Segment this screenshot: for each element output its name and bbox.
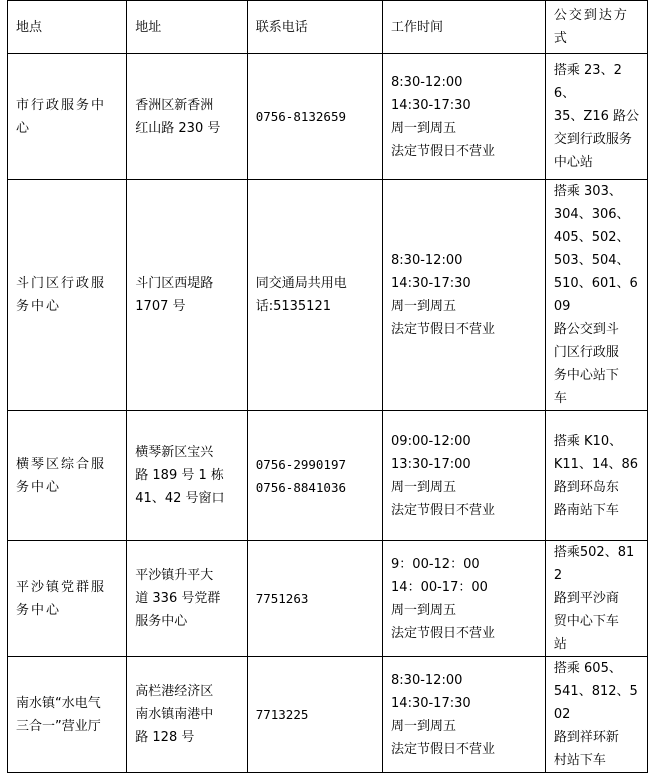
cell-address: 横琴新区宝兴 路 189 号 1 栋 41、42 号窗口 — [127, 411, 247, 541]
table-row — [8, 411, 648, 541]
cell-address: 香洲区新香洲 红山路 230 号 — [127, 54, 247, 180]
cell-address: 平沙镇升平大 道 336 号党群 服务中心 — [127, 541, 247, 657]
cell-phone: 0756-2990197 0756-8841036 — [247, 411, 382, 541]
cell-bus: 搭乘502、812 路到平沙商 贸中心下车 站 — [545, 541, 647, 657]
cell-address: 斗门区西堤路 1707 号 — [127, 180, 247, 411]
cell-hours: 8:30-12:00 14:30-17:30 周一到周五 法定节假日不营业 — [383, 180, 546, 411]
service-center-table — [7, 0, 648, 773]
cell-bus: 搭乘 23、26、 35、Z16 路公 交到行政服务 中心站 — [545, 54, 647, 180]
table-header-row — [8, 1, 648, 54]
header-hours: 工作时间 — [383, 1, 546, 54]
table-row — [8, 541, 648, 657]
table-row — [8, 180, 648, 411]
cell-phone: 7751263 — [247, 541, 382, 657]
cell-place: 南水镇“水电气 三合一”营业厅 — [8, 657, 127, 773]
cell-hours: 8:30-12:00 14:30-17:30 周一到周五 法定节假日不营业 — [383, 54, 546, 180]
table-row — [8, 657, 648, 773]
header-place: 地点 — [8, 1, 127, 54]
cell-phone: 同交通局共用电 话:5135121 — [247, 180, 382, 411]
cell-hours: 9：00-12：00 14：00-17：00 周一到周五 法定节假日不营业 — [383, 541, 546, 657]
cell-phone: 7713225 — [247, 657, 382, 773]
header-phone: 联系电话 — [247, 1, 382, 54]
cell-place: 斗门区行政服 务中心 — [8, 180, 127, 411]
cell-bus: 搭乘 303、 304、306、 405、502、 503、504、 510、601、609 路公交到斗 门区行政服 务中心站下 车 — [545, 180, 647, 411]
cell-hours: 09:00-12:00 13:30-17:00 周一到周五 法定节假日不营业 — [383, 411, 546, 541]
cell-phone: 0756-8132659 — [247, 54, 382, 180]
cell-bus: 搭乘 K10、 K11、14、86 路到环岛东 路南站下车 — [545, 411, 647, 541]
cell-place: 市行政服务中 心 — [8, 54, 127, 180]
cell-address: 高栏港经济区 南水镇南港中 路 128 号 — [127, 657, 247, 773]
cell-hours: 8:30-12:00 14:30-17:30 周一到周五 法定节假日不营业 — [383, 657, 546, 773]
cell-place: 横琴区综合服 务中心 — [8, 411, 127, 541]
header-bus: 公交到达方 式 — [545, 1, 647, 54]
table-row — [8, 54, 648, 180]
cell-bus: 搭乘 605、 541、812、502 路到祥环新 村站下车 — [545, 657, 647, 773]
cell-place: 平沙镇党群服 务中心 — [8, 541, 127, 657]
header-address: 地址 — [127, 1, 247, 54]
